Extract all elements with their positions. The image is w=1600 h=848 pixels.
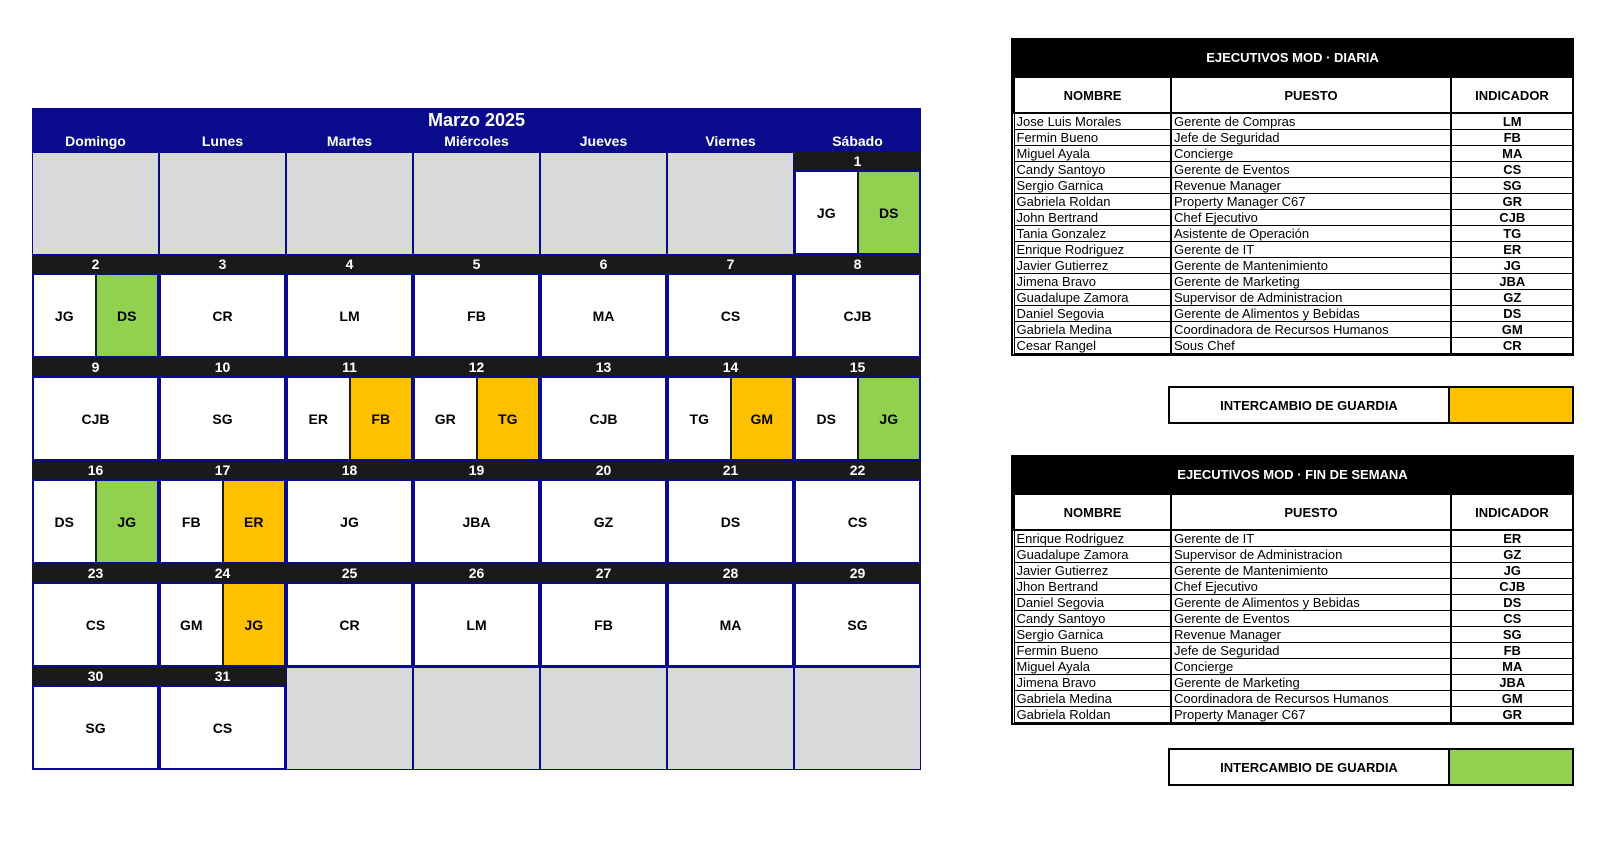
name-cell: Gabriela Medina (1014, 691, 1171, 707)
table-row (1014, 563, 1573, 579)
daily-roster-title: EJECUTIVOS MOD · DIARIA (1013, 40, 1572, 76)
indicator-cell: CJB (1451, 210, 1573, 226)
day-number: 6 (540, 255, 667, 273)
day-shift-area (540, 376, 667, 461)
day-number: 4 (286, 255, 413, 273)
weekend-roster-grid (1013, 493, 1574, 723)
day-number: 26 (413, 564, 540, 582)
day-shift-area (159, 376, 286, 461)
day-shift-area (540, 479, 667, 564)
table-row (1014, 547, 1573, 563)
day-number: 17 (159, 461, 286, 479)
position-cell: Supervisor de Administracion (1171, 290, 1451, 306)
day-shift-area (794, 376, 921, 461)
empty-day-cell (540, 152, 667, 255)
name-cell: Gabriela Roldan (1014, 194, 1171, 210)
table-row (1014, 322, 1573, 338)
daily-roster-grid (1013, 76, 1574, 354)
indicator-cell: MA (1451, 146, 1573, 162)
day-number: 20 (540, 461, 667, 479)
position-cell: Chef Ejecutivo (1171, 579, 1451, 595)
shift-code: CR (212, 307, 233, 324)
day-shift-area (413, 273, 540, 358)
header-row (1014, 494, 1573, 530)
day-shift-area (667, 582, 794, 667)
shift-code: CJB (589, 410, 618, 427)
day-number: 25 (286, 564, 413, 582)
indicator-cell: TG (1451, 226, 1573, 242)
position-cell: Gerente de Eventos (1171, 611, 1451, 627)
day-cell (667, 461, 794, 564)
day-cell (32, 667, 159, 770)
day-cell (413, 358, 540, 461)
daily-swap-legend (1168, 386, 1574, 424)
indicator-cell: SG (1451, 178, 1573, 194)
table-row (1014, 643, 1573, 659)
table-row (1014, 306, 1573, 322)
shift-code: CS (212, 719, 233, 736)
legend-swatch-orange (1450, 388, 1572, 422)
indicator-cell: GZ (1451, 547, 1573, 563)
shift-code: DS (720, 513, 741, 530)
day-cell (667, 255, 794, 358)
day-shift-area (413, 376, 540, 461)
shift-code: FB (594, 616, 613, 633)
name-cell: Daniel Segovia (1014, 306, 1171, 322)
table-row (1014, 675, 1573, 691)
table-row (1014, 691, 1573, 707)
shift-code: CJB (843, 307, 872, 324)
table-row (1014, 338, 1573, 354)
position-cell: Concierge (1171, 659, 1451, 675)
shift-code: DS (816, 410, 836, 427)
day-shift-area (32, 479, 159, 564)
day-cell (667, 358, 794, 461)
weekend-roster-title: EJECUTIVOS MOD · FIN DE SEMANA (1013, 457, 1572, 493)
day-number: 2 (32, 255, 159, 273)
swap-shift-code: TG (476, 378, 539, 459)
indicator-cell: FB (1451, 643, 1573, 659)
position-cell: Jefe de Seguridad (1171, 643, 1451, 659)
name-cell: Tania Gonzalez (1014, 226, 1171, 242)
empty-day-cell (540, 667, 667, 770)
indicator-cell: DS (1451, 306, 1573, 322)
indicator-cell: CS (1451, 611, 1573, 627)
swap-shift-code: JG (222, 584, 285, 665)
day-number: 28 (667, 564, 794, 582)
position-cell: Gerente de Marketing (1171, 675, 1451, 691)
name-cell: Enrique Rodriguez (1014, 242, 1171, 258)
weekend-roster-table (1011, 455, 1574, 725)
name-cell: Jose Luis Morales (1014, 113, 1171, 130)
day-cell (667, 564, 794, 667)
day-number: 9 (32, 358, 159, 376)
indicator-cell: JG (1451, 563, 1573, 579)
weekday-label: Jueves (579, 133, 628, 149)
table-row (1014, 258, 1573, 274)
column-header-nombre: NOMBRE (1014, 494, 1171, 530)
day-shift-area (794, 170, 921, 255)
position-cell: Gerente de Marketing (1171, 274, 1451, 290)
day-shift-area (413, 582, 540, 667)
day-shift-area (540, 273, 667, 358)
name-cell: Miguel Ayala (1014, 146, 1171, 162)
day-number: 29 (794, 564, 921, 582)
day-shift-area (286, 479, 413, 564)
swap-shift-code: JG (95, 481, 158, 562)
indicator-cell: GR (1451, 707, 1573, 723)
position-cell: Gerente de Mantenimiento (1171, 258, 1451, 274)
table-row (1014, 162, 1573, 178)
name-cell: Sergio Garnica (1014, 627, 1171, 643)
indicator-cell: MA (1451, 659, 1573, 675)
table-row (1014, 210, 1573, 226)
shift-code: SG (85, 719, 106, 736)
day-cell (286, 255, 413, 358)
day-shift-area (286, 376, 413, 461)
weekday-label: Lunes (201, 133, 244, 149)
column-header-indicador: INDICADOR (1451, 494, 1573, 530)
day-cell (540, 358, 667, 461)
daily-roster-body (1014, 113, 1573, 354)
name-cell: Jimena Bravo (1014, 274, 1171, 290)
swap-shift-code: GM (730, 378, 793, 459)
legend-swatch-green (1450, 750, 1572, 784)
name-cell: Fermin Bueno (1014, 130, 1171, 146)
day-shift-area (159, 479, 286, 564)
day-cell (540, 255, 667, 358)
name-cell: Jhon Bertrand (1014, 579, 1171, 595)
day-number: 5 (413, 255, 540, 273)
day-shift-area (159, 582, 286, 667)
swap-shift-code: FB (349, 378, 412, 459)
day-cell (159, 667, 286, 770)
name-cell: Sergio Garnica (1014, 178, 1171, 194)
column-header-puesto: PUESTO (1171, 77, 1451, 113)
day-shift-area (286, 273, 413, 358)
name-cell: Miguel Ayala (1014, 659, 1171, 675)
indicator-cell: FB (1451, 130, 1573, 146)
position-cell: Gerente de Alimentos y Bebidas (1171, 595, 1451, 611)
table-row (1014, 178, 1573, 194)
name-cell: Fermin Bueno (1014, 643, 1171, 659)
table-row (1014, 130, 1573, 146)
name-cell: Guadalupe Zamora (1014, 290, 1171, 306)
day-cell (32, 255, 159, 358)
day-shift-area (794, 582, 921, 667)
table-row (1014, 530, 1573, 547)
table-row (1014, 595, 1573, 611)
day-cell (286, 564, 413, 667)
legend-label: INTERCAMBIO DE GUARDIA (1170, 388, 1450, 422)
day-cell (32, 564, 159, 667)
day-number: 11 (286, 358, 413, 376)
weekend-roster-body (1014, 530, 1573, 723)
column-header-puesto: PUESTO (1171, 494, 1451, 530)
table-row (1014, 194, 1573, 210)
day-shift-area (794, 273, 921, 358)
shift-code: JG (54, 307, 74, 324)
swap-shift-code: JG (857, 378, 920, 459)
weekday-label: Miércoles (444, 133, 509, 149)
shift-code: JG (340, 513, 359, 530)
day-shift-area (540, 582, 667, 667)
name-cell: Cesar Rangel (1014, 338, 1171, 354)
calendar (32, 108, 921, 788)
shift-code: CJB (81, 410, 110, 427)
shift-code: TG (689, 410, 709, 427)
indicator-cell: GR (1451, 194, 1573, 210)
shift-code: FB (181, 513, 201, 530)
table-row (1014, 627, 1573, 643)
day-cell (540, 564, 667, 667)
position-cell: Gerente de Mantenimiento (1171, 563, 1451, 579)
day-cell (159, 255, 286, 358)
day-shift-area (32, 582, 159, 667)
shift-code: GR (434, 410, 456, 427)
day-shift-area (159, 685, 286, 770)
position-cell: Coordinadora de Recursos Humanos (1171, 691, 1451, 707)
indicator-cell: CR (1451, 338, 1573, 354)
indicator-cell: JBA (1451, 675, 1573, 691)
daily-roster-table (1011, 38, 1574, 356)
empty-day-cell (667, 667, 794, 770)
name-cell: Candy Santoyo (1014, 162, 1171, 178)
day-cell (413, 255, 540, 358)
shift-code: MA (592, 307, 615, 324)
shift-code: CS (847, 513, 868, 530)
empty-day-cell (286, 667, 413, 770)
weekend-swap-legend (1168, 748, 1574, 786)
name-cell: Javier Gutierrez (1014, 563, 1171, 579)
day-cell (794, 358, 921, 461)
day-number: 30 (32, 667, 159, 685)
position-cell: Gerente de IT (1171, 530, 1451, 547)
name-cell: Gabriela Roldan (1014, 707, 1171, 723)
empty-day-cell (159, 152, 286, 255)
weekday-label: Viernes (705, 133, 756, 149)
shift-code: GZ (593, 513, 614, 530)
table-row (1014, 707, 1573, 723)
position-cell: Property Manager C67 (1171, 707, 1451, 723)
position-cell: Supervisor de Administracion (1171, 547, 1451, 563)
weekday-label: Martes (326, 133, 373, 149)
day-number: 16 (32, 461, 159, 479)
indicator-cell: GM (1451, 322, 1573, 338)
day-cell (794, 152, 921, 255)
table-row (1014, 274, 1573, 290)
swap-shift-code: ER (222, 481, 285, 562)
name-cell: Gabriela Medina (1014, 322, 1171, 338)
table-row (1014, 146, 1573, 162)
day-number: 19 (413, 461, 540, 479)
day-cell (794, 461, 921, 564)
day-number: 12 (413, 358, 540, 376)
position-cell: Gerente de Alimentos y Bebidas (1171, 306, 1451, 322)
position-cell: Revenue Manager (1171, 627, 1451, 643)
swap-shift-code: DS (95, 275, 158, 356)
day-number: 1 (794, 152, 921, 170)
day-cell (159, 564, 286, 667)
shift-code: JG (816, 204, 836, 221)
position-cell: Gerente de Compras (1171, 113, 1451, 130)
indicator-cell: JG (1451, 258, 1573, 274)
weekday-label: Sábado (832, 133, 883, 149)
empty-day-cell (32, 152, 159, 255)
position-cell: Gerente de IT (1171, 242, 1451, 258)
day-cell (413, 461, 540, 564)
day-number: 7 (667, 255, 794, 273)
column-header-indicador: INDICADOR (1451, 77, 1573, 113)
day-cell (413, 564, 540, 667)
shift-code: LM (466, 616, 487, 633)
indicator-cell: CS (1451, 162, 1573, 178)
indicator-cell: SG (1451, 627, 1573, 643)
header-row (1014, 77, 1573, 113)
name-cell: Jimena Bravo (1014, 675, 1171, 691)
indicator-cell: DS (1451, 595, 1573, 611)
position-cell: Jefe de Seguridad (1171, 130, 1451, 146)
day-shift-area (794, 479, 921, 564)
name-cell: Candy Santoyo (1014, 611, 1171, 627)
indicator-cell: CJB (1451, 579, 1573, 595)
day-cell (794, 564, 921, 667)
day-shift-area (32, 376, 159, 461)
day-number: 10 (159, 358, 286, 376)
shift-code: GM (179, 616, 203, 633)
shift-code: JBA (462, 513, 491, 530)
position-cell: Gerente de Eventos (1171, 162, 1451, 178)
table-row (1014, 659, 1573, 675)
shift-code: DS (54, 513, 74, 530)
empty-day-cell (286, 152, 413, 255)
position-cell: Asistente de Operación (1171, 226, 1451, 242)
indicator-cell: ER (1451, 242, 1573, 258)
name-cell: John Bertrand (1014, 210, 1171, 226)
name-cell: Enrique Rodriguez (1014, 530, 1171, 547)
shift-code: SG (847, 616, 868, 633)
name-cell: Javier Gutierrez (1014, 258, 1171, 274)
day-shift-area (32, 685, 159, 770)
shift-code: FB (467, 307, 486, 324)
table-row (1014, 113, 1573, 130)
shift-code: CR (339, 616, 360, 633)
swap-shift-code: DS (857, 172, 920, 253)
day-cell (159, 358, 286, 461)
day-number: 31 (159, 667, 286, 685)
day-number: 24 (159, 564, 286, 582)
shift-code: CS (720, 307, 741, 324)
shift-code: CS (85, 616, 106, 633)
calendar-title: Marzo 2025 (427, 110, 526, 130)
shift-code: ER (308, 410, 328, 427)
day-cell (32, 461, 159, 564)
day-shift-area (32, 273, 159, 358)
day-shift-area (413, 479, 540, 564)
position-cell: Chef Ejecutivo (1171, 210, 1451, 226)
calendar-header (32, 108, 921, 152)
day-number: 15 (794, 358, 921, 376)
day-number: 14 (667, 358, 794, 376)
day-number: 23 (32, 564, 159, 582)
day-number: 27 (540, 564, 667, 582)
day-cell (32, 358, 159, 461)
weekday-label: Domingo (65, 133, 126, 149)
position-cell: Sous Chef (1171, 338, 1451, 354)
day-number: 21 (667, 461, 794, 479)
day-cell (159, 461, 286, 564)
position-cell: Coordinadora de Recursos Humanos (1171, 322, 1451, 338)
indicator-cell: LM (1451, 113, 1573, 130)
empty-day-cell (413, 667, 540, 770)
indicator-cell: ER (1451, 530, 1573, 547)
table-row (1014, 579, 1573, 595)
column-header-nombre: NOMBRE (1014, 77, 1171, 113)
empty-day-cell (667, 152, 794, 255)
indicator-cell: GM (1451, 691, 1573, 707)
shift-code: MA (719, 616, 742, 633)
day-shift-area (667, 376, 794, 461)
table-row (1014, 242, 1573, 258)
empty-day-cell (413, 152, 540, 255)
day-shift-area (159, 273, 286, 358)
shift-code: SG (212, 410, 233, 427)
day-number: 18 (286, 461, 413, 479)
empty-day-cell (794, 667, 921, 770)
day-number: 22 (794, 461, 921, 479)
legend-label: INTERCAMBIO DE GUARDIA (1170, 750, 1450, 784)
day-shift-area (667, 273, 794, 358)
day-number: 13 (540, 358, 667, 376)
day-cell (540, 461, 667, 564)
table-row (1014, 611, 1573, 627)
position-cell: Property Manager C67 (1171, 194, 1451, 210)
day-shift-area (667, 479, 794, 564)
position-cell: Revenue Manager (1171, 178, 1451, 194)
day-number: 3 (159, 255, 286, 273)
day-cell (286, 358, 413, 461)
day-cell (794, 255, 921, 358)
name-cell: Guadalupe Zamora (1014, 547, 1171, 563)
day-shift-area (286, 582, 413, 667)
position-cell: Concierge (1171, 146, 1451, 162)
table-row (1014, 226, 1573, 242)
indicator-cell: GZ (1451, 290, 1573, 306)
day-cell (286, 461, 413, 564)
shift-code: LM (339, 307, 360, 324)
day-number: 8 (794, 255, 921, 273)
indicator-cell: JBA (1451, 274, 1573, 290)
name-cell: Daniel Segovia (1014, 595, 1171, 611)
table-row (1014, 290, 1573, 306)
